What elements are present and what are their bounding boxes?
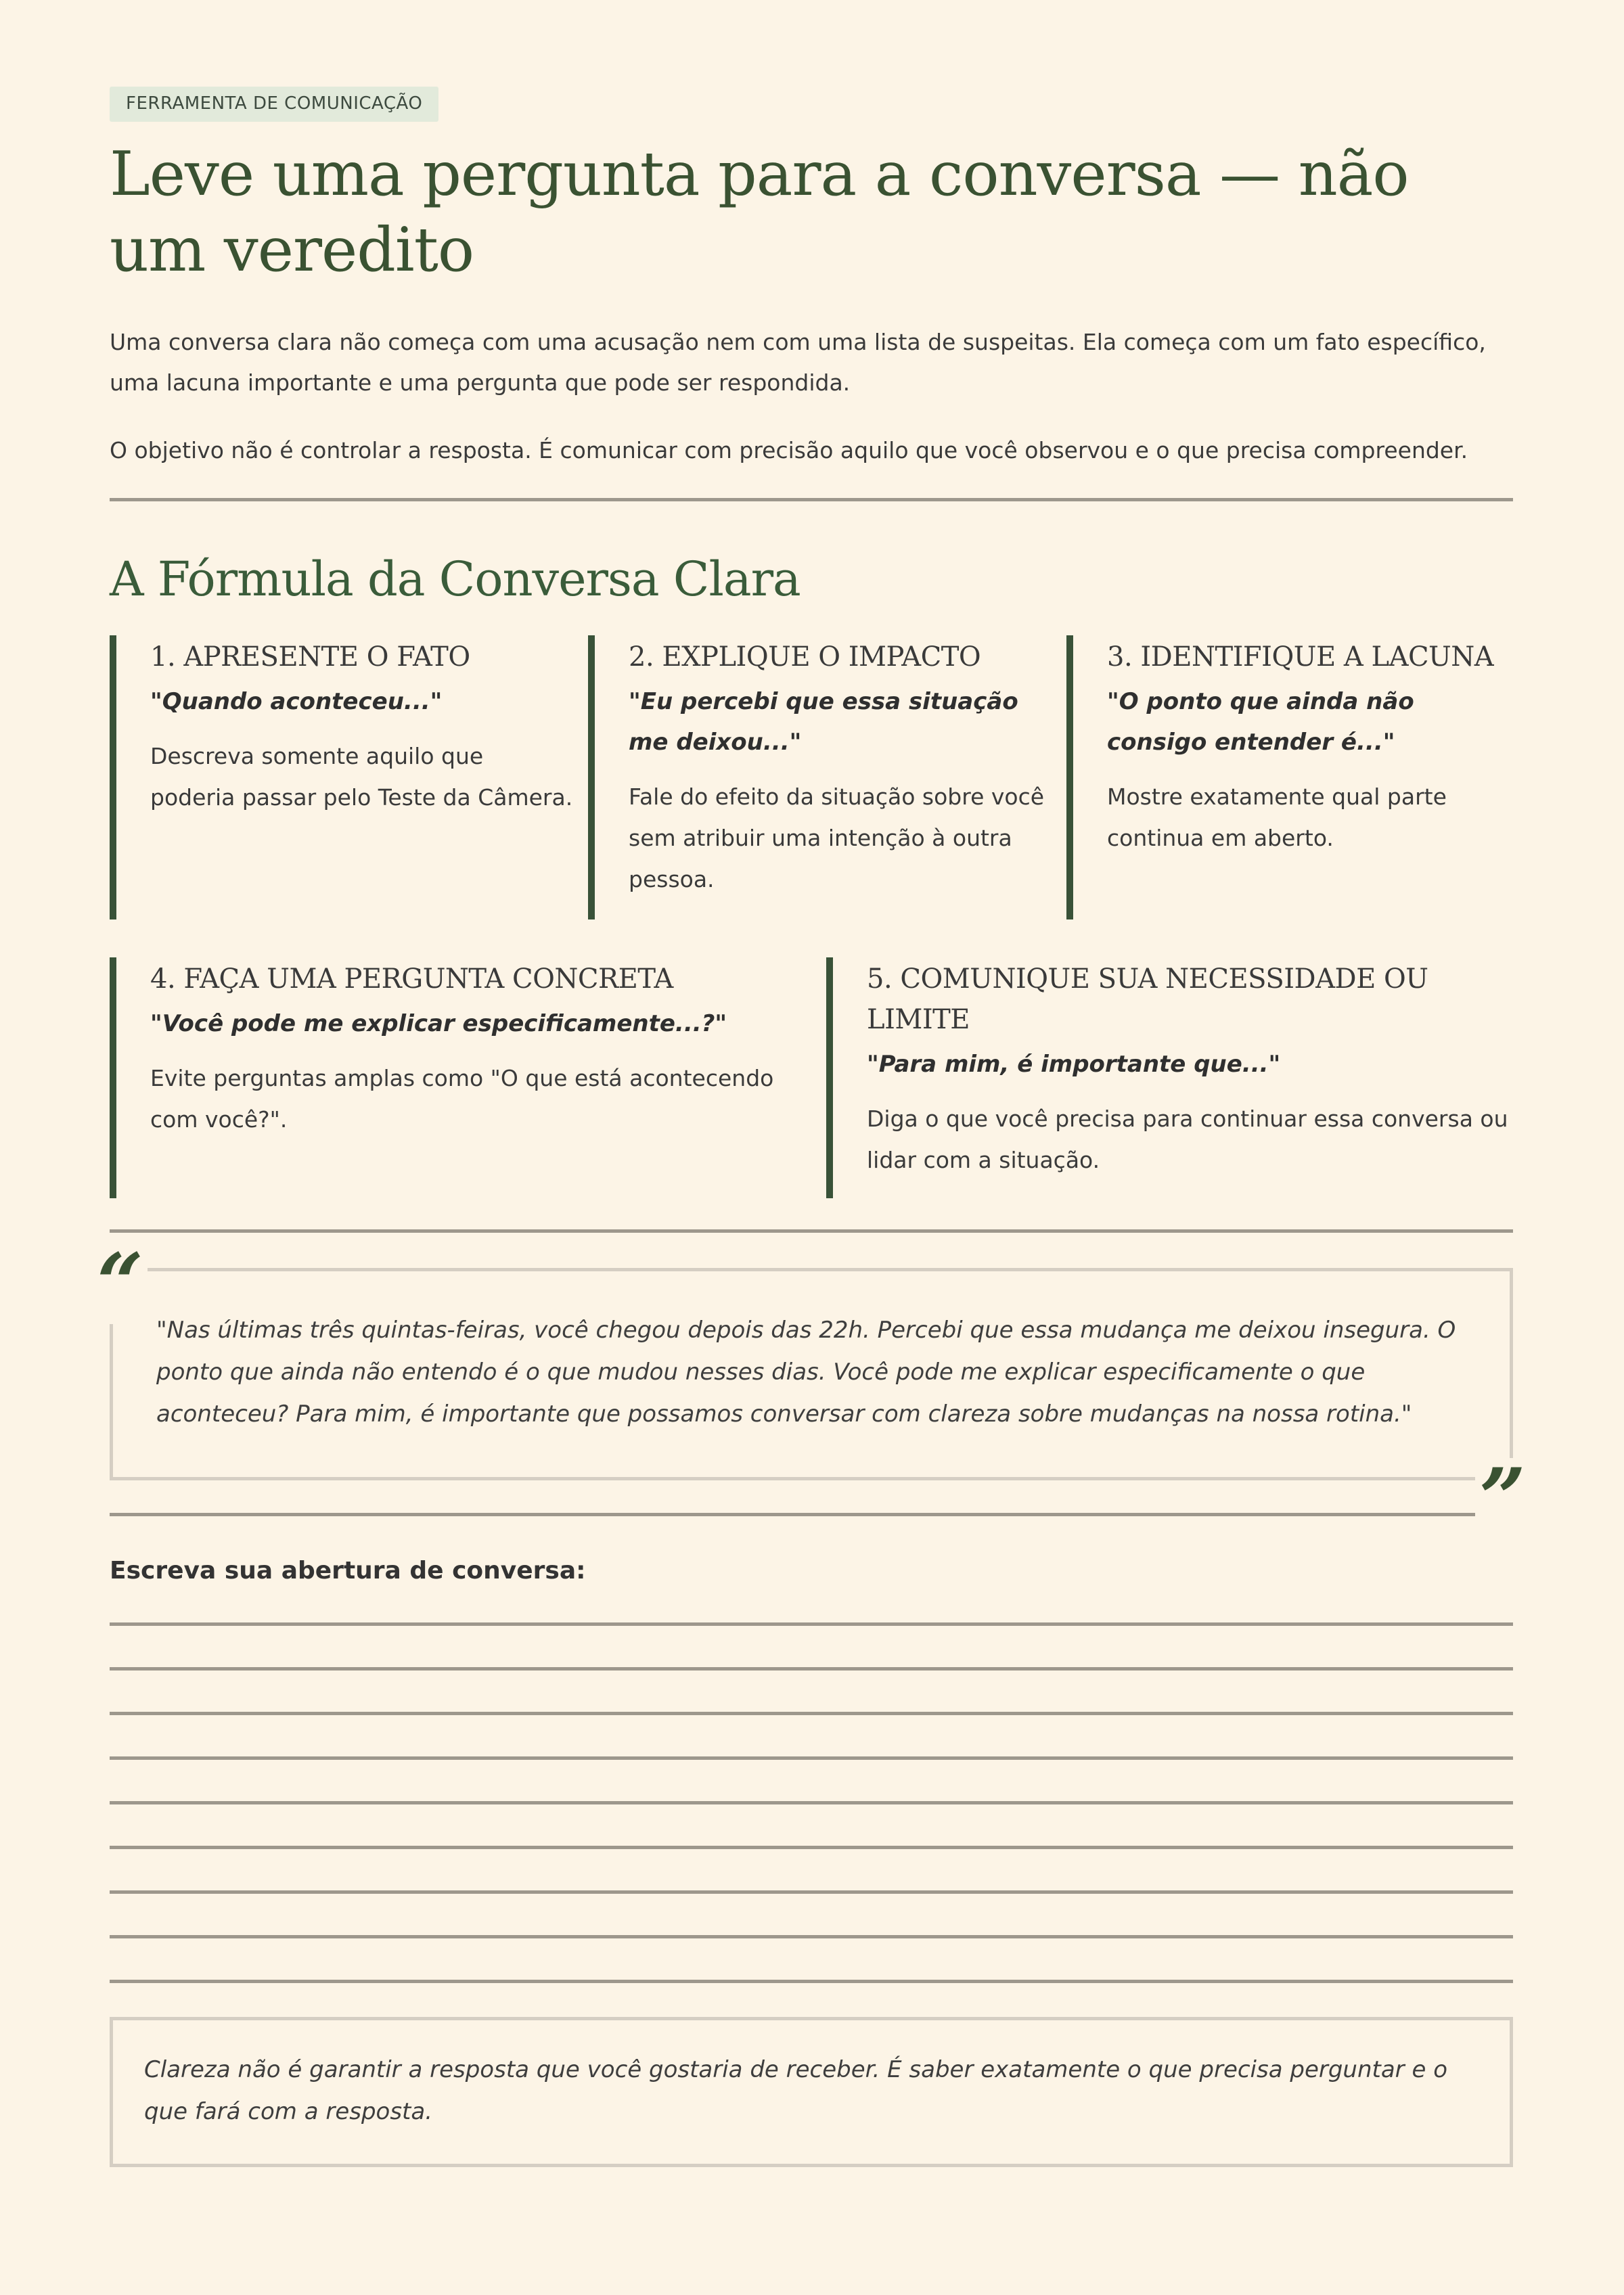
writing-line[interactable] xyxy=(110,1612,1513,1626)
step-title: 3. IDENTIFIQUE A LACUNA xyxy=(1107,641,1494,673)
step-title: 4. FAÇA UMA PERGUNTA CONCRETA xyxy=(150,963,673,995)
step-title: 2. EXPLIQUE O IMPACTO xyxy=(629,641,981,673)
step-description: Fale do efeito da situação sobre você sem atribuir uma intenção à outra pessoa. xyxy=(629,783,1045,892)
worksheet-page xyxy=(97,87,1526,2167)
writing-line[interactable] xyxy=(110,1626,1513,1671)
section-divider xyxy=(110,1229,1513,1233)
writing-line[interactable] xyxy=(110,1760,1513,1804)
example-quote-box xyxy=(97,1235,1526,1546)
writing-line[interactable] xyxy=(110,1894,1513,1938)
intro-paragraph-1: Uma conversa clara não começa com uma acusação nem com uma lista de suspeitas. Ela começa com um fato específico, uma lacuna importante e uma pergunta que pode ser respondida. xyxy=(110,329,1486,396)
step-description: Mostre exatamente qual parte continua em aberto. xyxy=(1107,783,1447,851)
category-tag: FERRAMENTA DE COMUNICAÇÃO xyxy=(110,87,438,122)
section-divider xyxy=(110,498,1513,501)
closing-text: Clareza não é garantir a resposta que você gostaria de receber. É saber exatamente o que precisa perguntar e o que fará com a resposta. xyxy=(144,2056,1447,2125)
section-divider xyxy=(110,1513,1513,1516)
example-text: "Nas últimas três quintas-feiras, você chegou depois das 22h. Percebi que essa mudança me deixou insegura. O ponto que ainda não entendo é o que mudou nesses dias. Você pode me explicar especificamente o que aconteceu? Para mim, é importante que possamos conversar com clareza sobre mudanças na nossa rotina." xyxy=(156,1317,1456,1428)
formula-title: A Fórmula da Conversa Clara xyxy=(110,551,800,607)
step-card-2 xyxy=(588,635,1066,919)
writing-line[interactable] xyxy=(110,1938,1513,1983)
writing-lines[interactable] xyxy=(110,1612,1513,1983)
page-title: Leve uma pergunta para a conversa — não um veredito xyxy=(110,139,1409,286)
open-quote-icon: “ xyxy=(93,1243,148,1324)
step-quote: "Eu percebi que essa situação me deixou..." xyxy=(629,688,1018,756)
writing-line[interactable] xyxy=(110,1671,1513,1715)
step-quote: "O ponto que ainda não consigo entender é..." xyxy=(1107,688,1414,756)
writing-line[interactable] xyxy=(110,1804,1513,1849)
step-description: Diga o que você precisa para continuar essa conversa ou lidar com a situação. xyxy=(867,1106,1508,1173)
step-card-1 xyxy=(110,635,588,919)
step-card-4 xyxy=(110,957,826,1198)
step-description: Evite perguntas amplas como "O que está acontecendo com você?". xyxy=(150,1065,774,1133)
step-card-3 xyxy=(1066,635,1513,919)
step-card-5 xyxy=(826,957,1513,1198)
step-title: 5. COMUNIQUE SUA NECESSIDADE OU LIMITE xyxy=(867,963,1428,1035)
writing-prompt-label: Escreva sua abertura de conversa: xyxy=(110,1557,586,1585)
steps-row-1 xyxy=(110,635,1513,919)
closing-note-box xyxy=(110,2017,1513,2167)
close-quote-icon: ” xyxy=(1475,1458,1530,1539)
step-quote: "Para mim, é importante que..." xyxy=(867,1051,1281,1078)
step-description: Descreva somente aquilo que poderia passar pelo Teste da Câmera. xyxy=(150,743,573,811)
intro-paragraph-2: O objetivo não é controlar a resposta. É comunicar com precisão aquilo que você observou e o que precisa compreender. xyxy=(110,437,1468,463)
writing-line[interactable] xyxy=(110,1849,1513,1894)
step-quote: "Você pode me explicar especificamente...?" xyxy=(150,1010,727,1037)
steps-row-2 xyxy=(110,957,1513,1198)
step-quote: "Quando aconteceu..." xyxy=(150,688,443,715)
step-title: 1. APRESENTE O FATO xyxy=(150,641,470,673)
writing-line[interactable] xyxy=(110,1715,1513,1760)
